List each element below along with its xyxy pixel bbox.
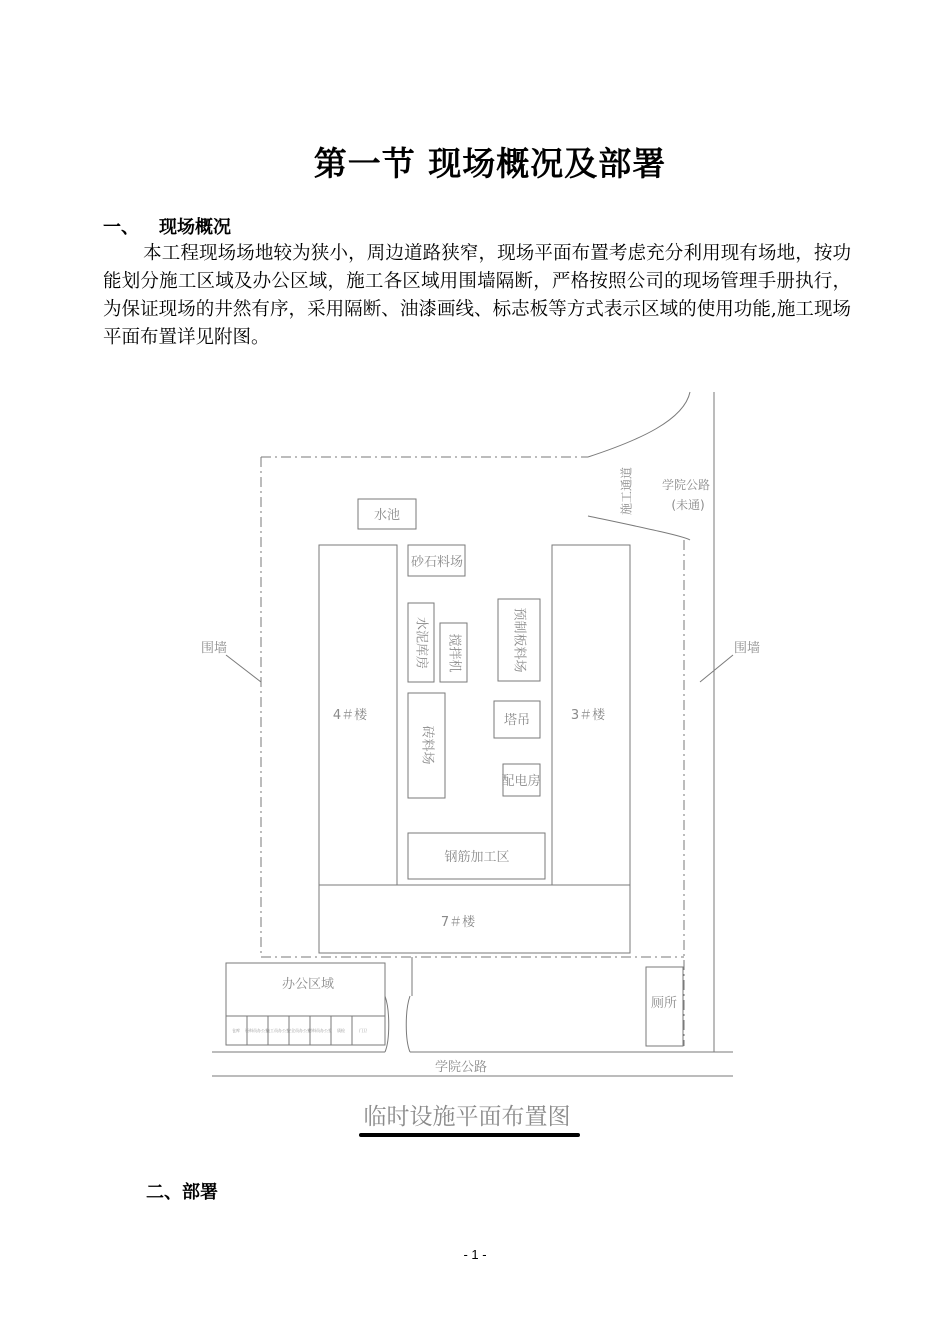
label-sand-stone-yard: 砂石料场 <box>410 555 464 570</box>
label-building-7: 7＃楼 <box>440 915 476 930</box>
label-rebar-area: 钢筋加工区 <box>444 850 510 865</box>
office-rooms <box>232 1027 367 1033</box>
label-brick-yard: 砖料场 <box>419 725 435 765</box>
label-building-4: 4＃楼 <box>332 708 368 723</box>
label-tower-crane: 塔吊 <box>503 713 531 728</box>
label-road-bottom: 学院公路 <box>434 1060 488 1075</box>
office-room-label: 质检 <box>337 1028 345 1033</box>
plan-caption: 临时设施平面布置图 <box>363 1104 571 1130</box>
label-wall-right: 围墙 <box>733 641 761 656</box>
label-mixer: 搅拌机 <box>446 633 462 673</box>
office-room-label: 门卫 <box>359 1028 367 1033</box>
label-precast-slab-yard: 预制板料场 <box>511 607 527 673</box>
overview-paragraph-text: 本工程现场场地较为狭小，周边道路狭窄，现场平面布置考虑充分利用现有场地，按功能划分施工区域及办公区域，施工各区域用围墙隔断，严格按照公司的现场管理手册执行，为保证现场的井然有序，采用隔断、油漆画线、标志板等方式表示区域的使用功能,施工现场平面布置详见附图。 <box>103 243 851 348</box>
label-road-top: 学院公路 <box>661 478 711 492</box>
office-room-label: 施工员办公室 <box>266 1028 290 1033</box>
section-number: 一、 <box>103 217 139 238</box>
office-room-label: 资料员办公室 <box>245 1028 269 1033</box>
label-cement-store: 水泥库房 <box>413 616 429 670</box>
label-building-3: 3＃楼 <box>570 708 606 723</box>
section-heading-deployment: 二、部署 <box>146 1182 218 1203</box>
office-room-label: 仓库 <box>232 1028 240 1033</box>
office-room-label: 材料员办公室 <box>308 1028 332 1033</box>
section-title: 现场概况 <box>159 217 231 238</box>
office-room-label: 安全员办公室 <box>287 1028 311 1033</box>
label-office-area: 办公区域 <box>281 977 335 992</box>
label-power-room: 配电房 <box>501 774 541 789</box>
page-number: - 1 - <box>463 1247 487 1262</box>
plan-linework <box>212 392 733 1076</box>
label-wall-left: 围墙 <box>200 641 228 656</box>
label-road-top-note: (未通) <box>671 498 705 512</box>
page-title: 第一节 现场概况及部署 <box>313 144 667 183</box>
label-water-pool: 水池 <box>373 508 401 523</box>
label-construction-road: 施工通道 <box>619 466 634 516</box>
label-toilet: 厕所 <box>650 996 678 1011</box>
